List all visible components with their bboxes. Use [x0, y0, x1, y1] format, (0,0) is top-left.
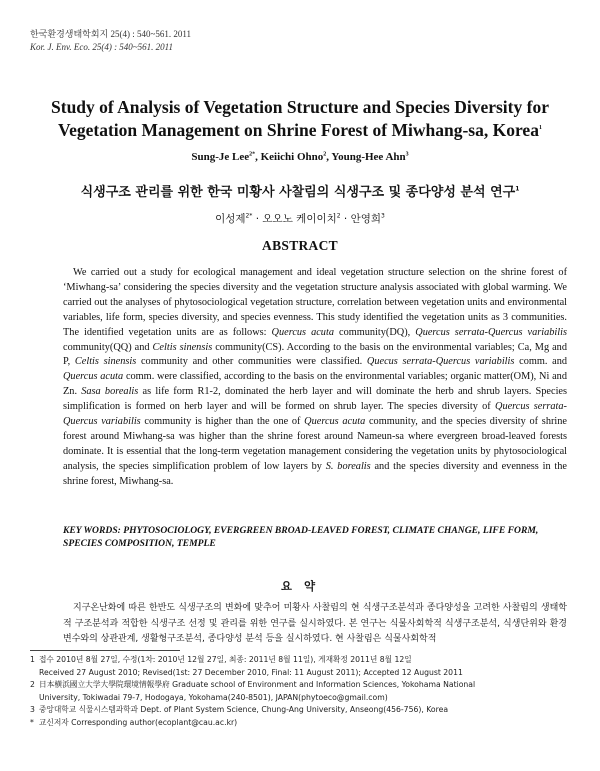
species-name: Sasa borealis [81, 386, 139, 398]
footnote-line: 중앙대학교 식물시스템과학과 Dept. of Plant System Science, Chung-Ang University, Anseong(456-756), Korea [39, 705, 449, 714]
author-ko-3-mark: 3 [381, 212, 385, 220]
species-name: Quercus acuta [271, 326, 334, 338]
author-1: Sung-Je Lee [191, 151, 250, 163]
species-name: Celtis sinensis [152, 341, 213, 353]
authors-english: Sung-Je Lee$^{2*}$, Keiichi Ohno$^2$, Young-Hee Ahn$^3$ [191, 151, 409, 163]
species-name: Quecus serrata-Quercus variabilis [366, 356, 515, 368]
title-korean-footnote-mark: 1 [515, 185, 520, 193]
journal-citation [30, 28, 191, 54]
footnote-item [30, 679, 567, 704]
author-ko-1-mark: 2* [245, 212, 253, 220]
species-name: Celtis sinensis [74, 356, 137, 368]
species-name: Quercus acuta [63, 371, 124, 383]
journal-citation-english: Kor. J. Env. Eco. 25(4) : 540~561. 2011 [30, 42, 174, 52]
paper-title-korean [0, 181, 600, 200]
abstract-heading: ABSTRACT [262, 238, 338, 253]
footnote-number: 1 [30, 655, 35, 664]
abstract-segment: community(QQ) and [63, 341, 153, 353]
footnote-item [30, 654, 567, 679]
footnote-line: 교신저자 Corresponding author(ecoplant@cau.ac.kr) [39, 717, 238, 727]
author-2-affiliation-mark: 2 [323, 151, 327, 158]
footnote-number: * [30, 717, 34, 727]
footnote-line: 접수 2010년 8월 27일, 수정(1차: 2010년 12월 27일, 최종: 2011년 8월 11일), 게재확정 2011년 8월 12일 [39, 655, 412, 664]
paper-title-line1: Study of Analysis of Vegetation Structure and Species Diversity for [51, 97, 549, 117]
footnote-divider [30, 650, 180, 651]
species-name: Quercus acuta [304, 416, 366, 428]
abstract-segment: community and other communities were classified. [136, 356, 367, 368]
abstract-segment: comm. and [514, 356, 568, 368]
keywords [63, 524, 567, 550]
footnote-item [30, 704, 567, 717]
author-separator: · [255, 213, 260, 225]
author-separator: · [343, 213, 348, 225]
abstract-segment: and the species diversity and evenness in the shrine forest, Miwhang-sa. [63, 460, 567, 487]
paper-title [40, 96, 560, 142]
abstract-segment: community, and the species diversity of shrine forest around Miwhang-sa was higher than the shrine forest around Nameun-sa where evergreen broad-leaved forests dominate. It is essential that the long-term vegetation management considering the vegetation units by phytosociological analysis, the species simplification problem of low layers by [63, 416, 567, 472]
author-ko-3: 안영희 [350, 213, 382, 225]
author-ko-2-mark: 2 [336, 212, 341, 220]
authors-korean [0, 211, 600, 226]
abstract-segment: community is higher than the one of [140, 416, 305, 428]
author-2: Keiichi Ohno [260, 151, 324, 163]
footnote-number: 3 [30, 705, 35, 714]
abstract-segment: community(DQ), [333, 326, 416, 338]
footnote-item [30, 717, 567, 730]
author-ko-1: 이성제 [215, 213, 246, 225]
korean-summary-text: 지구온난화에 따른 한반도 식생구조의 변화에 맞추어 미황사 사찰림의 현 식생구조분석과 종다양성을 고려한 사찰림의 생태학적 구조분석과 적합한 식생구조 선정 및 관리를 위한 연구를 실시하였다. 본 연구는 식물사회학적 식생구조분석, 식생단위와 환경변수와의 상관관계, 생활형구조분석, 종다양성 분석 등을 실시하였다. 현 사찰림은 식물사회학적 [63, 603, 567, 644]
species-name: Quercus serrata-Quercus variabilis [415, 326, 568, 338]
footnote-line: Received 27 August 2010; Revised(1st: 27 December 2010, Final: 11 August 2011); Accepted 12 August 2011 [39, 667, 463, 677]
species-name: S. borealis [325, 460, 371, 472]
keywords-label: KEY WORDS: [63, 525, 121, 536]
title-footnote-mark: 1 [538, 125, 542, 132]
korean-summary-heading: 요 약 [280, 579, 320, 593]
footnotes [30, 654, 567, 729]
abstract-segment: as life form R1-2, dominated the herb layer and will dominate the herb and shrub layers. Species simplification is formed on herb layer and will be formed on shrub layer. The species diversity of [63, 386, 568, 413]
paper-title-korean-text: 식생구조 관리를 위한 한국 미황사 사찰림의 식생구조 및 종다양성 분석 연구 [80, 185, 516, 200]
footnote-line: 日本横浜國立大学大學院環境情報學府 Graduate school of Environment and Information Sciences, Yokohama National [39, 680, 476, 689]
paper-title-line2: Vegetation Management on Shrine Forest of Miwhang-sa, Korea [58, 120, 539, 140]
author-1-affiliation-mark: 2* [249, 151, 256, 158]
abstract-segment: community(CS). According to the basis on the environmental variables; Ca, Mg and P, [63, 341, 567, 368]
abstract-text [63, 266, 567, 490]
journal-citation-korean: 한국환경생태학회지 25(4) : 540~561. 2011 [30, 29, 192, 39]
author-3-affiliation-mark: 3 [405, 151, 409, 158]
author-ko-2: 오오노 케이이치 [262, 213, 337, 225]
abstract-segment: comm. were classified, according to the basis on the environmental variables; organic matter(OM), Ni and Zn. [63, 371, 567, 398]
species-name: Quercus serrata-Quercus variabilis [63, 401, 567, 428]
author-3: Young-Hee Ahn [331, 151, 406, 163]
footnote-line: University, Tokiwadai 79-7, Hodogaya, Yokohama(240-8501), JAPAN(phytoeco@gmail.com) [39, 692, 388, 702]
keywords-list: PHYTOSOCIOLOGY, EVERGREEN BROAD-LEAVED FOREST, CLIMATE CHANGE, LIFE FORM, SPECIES COMPOSITION, TEMPLE [63, 525, 539, 549]
abstract-segment: We carried out a study for ecological management and ideal vegetation structure selection on the shrine forest of ‘Miwhang-sa’ considering the species diversity and the vegetation structure analysis associated with global warming. We carried out the analyses of phytosociological vegetation structure, correlation between vegetation units and environmental variables, life form, species diversity, and species evenness. This study identified the vegetation units as 3 communities. The identified vegetation units are as follows: [63, 267, 567, 338]
footnote-number: 2 [30, 680, 35, 689]
